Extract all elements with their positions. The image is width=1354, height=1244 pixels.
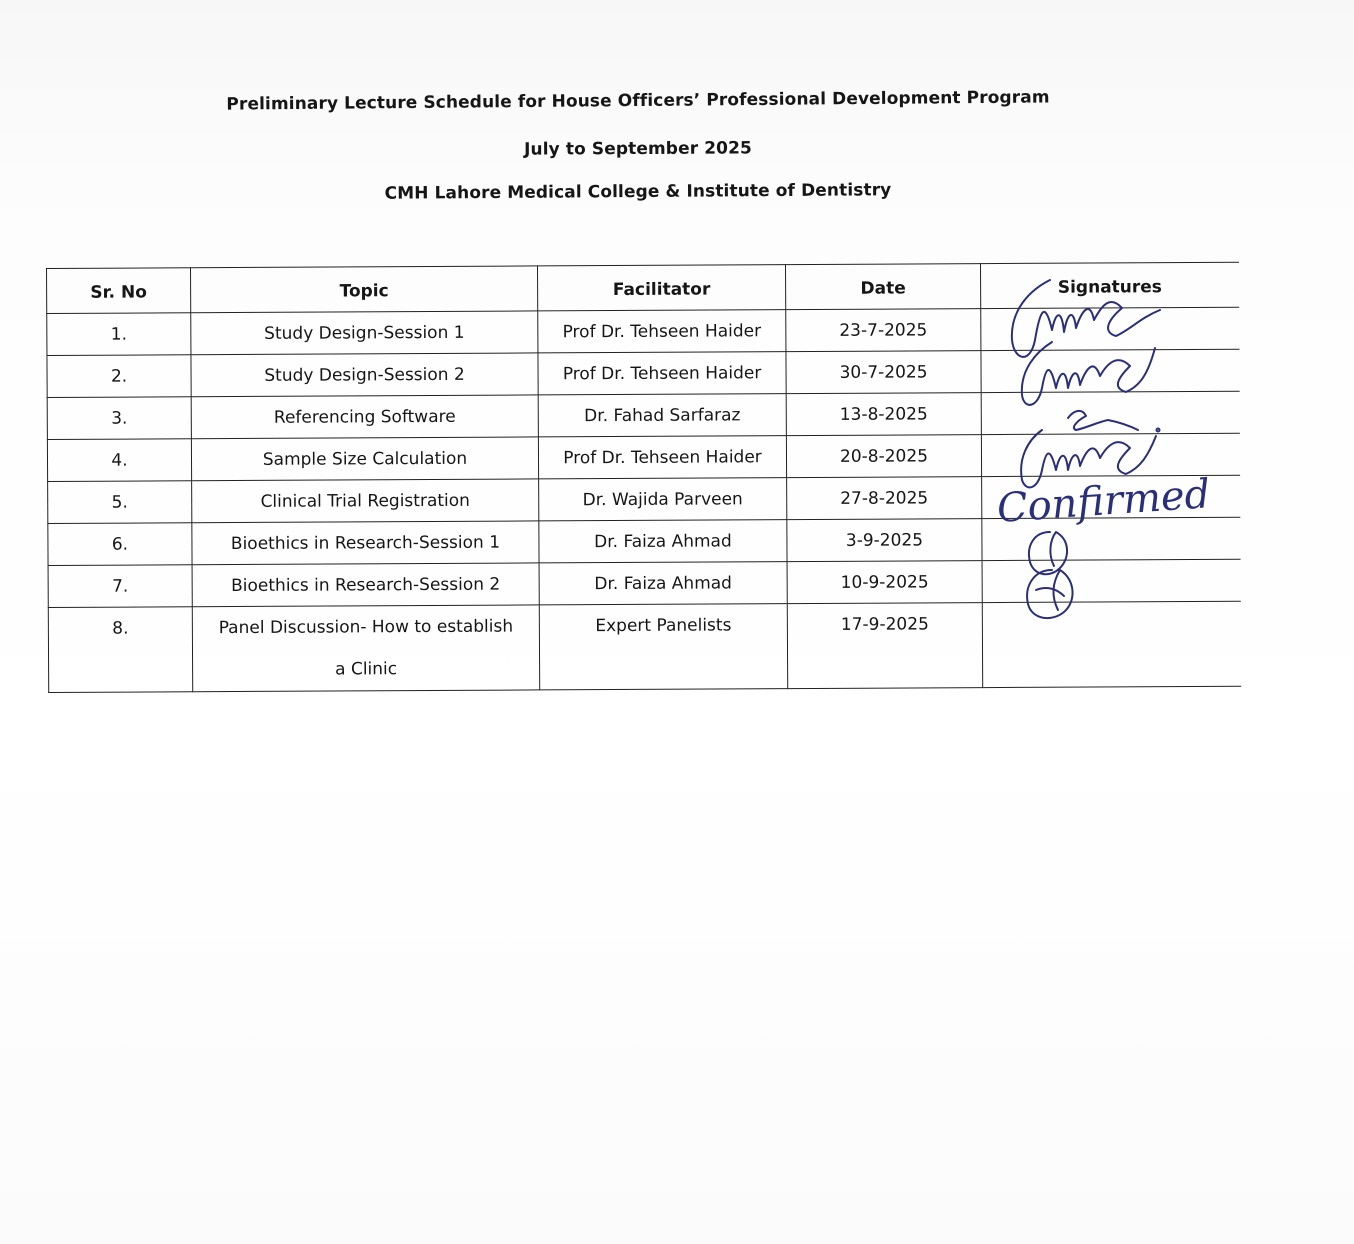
cell-facilitator: Dr. Faiza Ahmad [539,520,787,563]
schedule-table [46,262,1241,693]
cell-topic: Clinical Trial Registration [192,479,539,523]
table-row [48,475,1240,523]
cell-sr-no: 1. [47,313,191,356]
cell-date: 23-7-2025 [786,309,981,352]
cell-facilitator: Prof Dr. Tehseen Haider [538,436,786,479]
cell-sr-no: 2. [47,355,191,398]
confirmed-note: Confirmed [995,471,1212,532]
cell-signature [982,475,1240,518]
cell-facilitator: Expert Panelists [539,604,787,690]
cell-sr-no: 4. [47,439,191,482]
cell-facilitator: Prof Dr. Tehseen Haider [538,310,786,353]
cell-date: 17-9-2025 [787,603,982,689]
document-title: Preliminary Lecture Schedule for House Officers’ Professional Development Program [226,87,1050,115]
table-row [47,349,1239,397]
table-row [48,601,1240,692]
document-period: July to September 2025 [524,138,752,160]
cell-topic-line: Panel Discussion- How to establish [218,616,514,639]
table-row [47,391,1239,439]
cell-topic [192,605,539,692]
cell-sr-no: 3. [47,397,191,440]
cell-sr-no: 6. [48,523,192,566]
cell-facilitator: Dr. Fahad Sarfaraz [538,394,786,437]
cell-topic: Referencing Software [191,395,538,439]
cell-signature [982,559,1240,602]
cell-date: 27-8-2025 [787,477,982,520]
table-row [48,559,1240,607]
cell-date: 10-9-2025 [787,561,982,604]
table-row [47,433,1239,481]
table-row [47,307,1239,355]
header-facilitator: Facilitator [537,265,785,311]
cell-date: 30-7-2025 [786,351,981,394]
table-row [48,517,1240,565]
cell-facilitator: Dr. Faiza Ahmad [539,562,787,605]
cell-topic: Bioethics in Research-Session 2 [192,563,539,607]
cell-signature [981,391,1239,434]
cell-topic: Sample Size Calculation [191,437,538,481]
cell-sr-no: 8. [48,607,192,693]
schedule-table-wrapper [46,262,1240,696]
header-topic: Topic [191,266,538,313]
cell-date: 20-8-2025 [786,435,981,478]
cell-topic-line: a Clinic [335,659,398,680]
cell-topic: Study Design-Session 2 [191,353,538,397]
header-sr-no: Sr. No [47,268,191,314]
cell-facilitator: Dr. Wajida Parveen [539,478,787,521]
institution-name: CMH Lahore Medical College & Institute of Dentistry [384,180,892,204]
cell-sr-no: 5. [48,481,192,524]
cell-date: 13-8-2025 [786,393,981,436]
cell-sr-no: 7. [48,565,192,608]
cell-date: 3-9-2025 [787,519,982,562]
cell-topic: Study Design-Session 1 [191,311,538,355]
cell-facilitator: Prof Dr. Tehseen Haider [538,352,786,395]
cell-signature [982,517,1240,560]
table-header-row [47,262,1239,313]
cell-signature [982,601,1240,687]
cell-signature [981,307,1239,350]
header-date: Date [785,264,980,310]
cell-signature [981,433,1239,476]
cell-topic: Bioethics in Research-Session 1 [192,521,539,565]
cell-signature [981,349,1239,392]
header-signatures: Signatures [980,262,1238,308]
